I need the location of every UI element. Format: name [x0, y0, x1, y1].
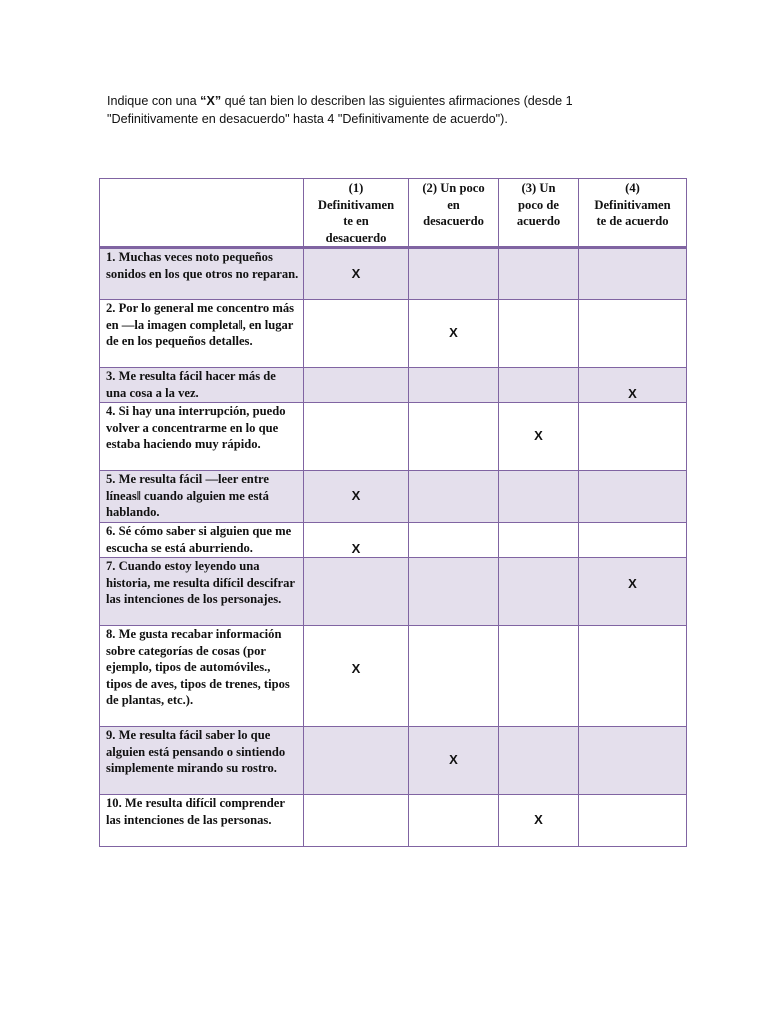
header-cell-3	[499, 179, 579, 248]
mark-cell	[409, 626, 499, 727]
mark-cell	[304, 368, 409, 403]
mark-cell	[409, 795, 499, 847]
mark-cell	[409, 368, 499, 403]
mark-cell	[579, 795, 687, 847]
header-cell-statement	[100, 179, 304, 248]
mark-cell	[409, 471, 499, 523]
statement-cell: 5. Me resulta fácil ―leer entre líneas‖ cuando alguien me está hablando.	[100, 471, 304, 523]
mark-cell	[579, 471, 687, 523]
mark-cell	[499, 471, 579, 523]
statement-cell: 3. Me resulta fácil hacer más de una cosa a la vez.	[100, 368, 304, 403]
statement-cell: 7. Cuando estoy leyendo una historia, me resulta difícil descifrar las intenciones de los personajes.	[100, 558, 304, 626]
table-row	[100, 368, 687, 403]
mark-cell: X	[579, 368, 687, 403]
header-line: te en	[343, 214, 369, 228]
header-cell-1	[304, 179, 409, 248]
mark-cell	[499, 558, 579, 626]
statement-cell: 2. Por lo general me concentro más en ―la imagen completa‖, en lugar de en los pequeños detalles.	[100, 300, 304, 368]
header-cell-4	[579, 179, 687, 248]
instructions-paragraph	[107, 92, 667, 128]
mark-cell: X	[579, 558, 687, 626]
mark-cell: X	[304, 626, 409, 727]
header-line: acuerdo	[516, 214, 561, 228]
mark-cell	[304, 403, 409, 471]
mark-cell: X	[409, 300, 499, 368]
table-row	[100, 300, 687, 368]
header-line: te de acuerdo	[596, 214, 669, 228]
header-line: desacuerdo	[325, 230, 387, 245]
mark-cell	[579, 523, 687, 558]
mark-cell: X	[409, 727, 499, 795]
instructions-suffix: qué tan bien lo describen las siguientes afirmaciones (desde 1 "Definitivamente en desacuerdo" hasta 4 "Definitivamente de acuerdo").	[107, 94, 573, 126]
table-row	[100, 795, 687, 847]
mark-cell: X	[304, 523, 409, 558]
mark-cell	[304, 727, 409, 795]
mark-cell	[579, 248, 687, 300]
statement-cell: 9. Me resulta fácil saber lo que alguien está pensando o sintiendo simplemente mirando su rostro.	[100, 727, 304, 795]
mark-cell	[499, 248, 579, 300]
header-cell-2	[409, 179, 499, 248]
mark-cell	[304, 795, 409, 847]
mark-cell	[499, 626, 579, 727]
mark-cell	[409, 523, 499, 558]
mark-cell	[499, 300, 579, 368]
header-line: Definitivamen	[594, 197, 671, 212]
statement-cell: 10. Me resulta difícil comprender las intenciones de las personas.	[100, 795, 304, 847]
table-row	[100, 727, 687, 795]
statement-cell: 6. Sé cómo saber si alguien que me escucha se está aburriendo.	[100, 523, 304, 558]
table-row	[100, 403, 687, 471]
mark-cell: X	[304, 471, 409, 523]
table-row	[100, 626, 687, 727]
statement-cell: 4. Si hay una interrupción, puedo volver a concentrarme en lo que estaba haciendo muy rápido.	[100, 403, 304, 471]
header-row	[100, 179, 687, 248]
mark-cell	[579, 300, 687, 368]
header-line: (2) Un poco	[422, 181, 485, 195]
statement-cell: 1. Muchas veces noto pequeños sonidos en los que otros no reparan.	[100, 248, 304, 300]
table-row	[100, 471, 687, 523]
mark-cell	[499, 727, 579, 795]
mark-cell	[579, 403, 687, 471]
header-line: en	[447, 197, 460, 212]
table-row	[100, 558, 687, 626]
mark-cell	[409, 403, 499, 471]
header-line: (3) Un	[521, 181, 556, 195]
mark-cell: X	[304, 248, 409, 300]
mark-cell	[409, 558, 499, 626]
mark-cell: X	[499, 795, 579, 847]
statement-cell: 8. Me gusta recabar información sobre categorías de cosas (por ejemplo, tipos de automóviles., tipos de aves, tipos de trenes, tipos de plantas, etc.).	[100, 626, 304, 727]
header-line: Definitivamen	[317, 197, 395, 212]
mark-cell	[579, 626, 687, 727]
instructions-prefix: Indique con una	[107, 94, 201, 108]
table-row	[100, 523, 687, 558]
header-line: poco de	[518, 197, 559, 212]
header-line: (1)	[348, 181, 364, 195]
instructions-mark: “X”	[200, 94, 222, 108]
mark-cell	[304, 300, 409, 368]
mark-cell	[304, 558, 409, 626]
mark-cell	[579, 727, 687, 795]
mark-cell	[409, 248, 499, 300]
table-row	[100, 248, 687, 300]
survey-table	[99, 178, 687, 847]
header-line: desacuerdo	[423, 214, 484, 228]
mark-cell	[499, 523, 579, 558]
mark-cell	[499, 368, 579, 403]
mark-cell: X	[499, 403, 579, 471]
header-line: (4)	[625, 181, 640, 195]
